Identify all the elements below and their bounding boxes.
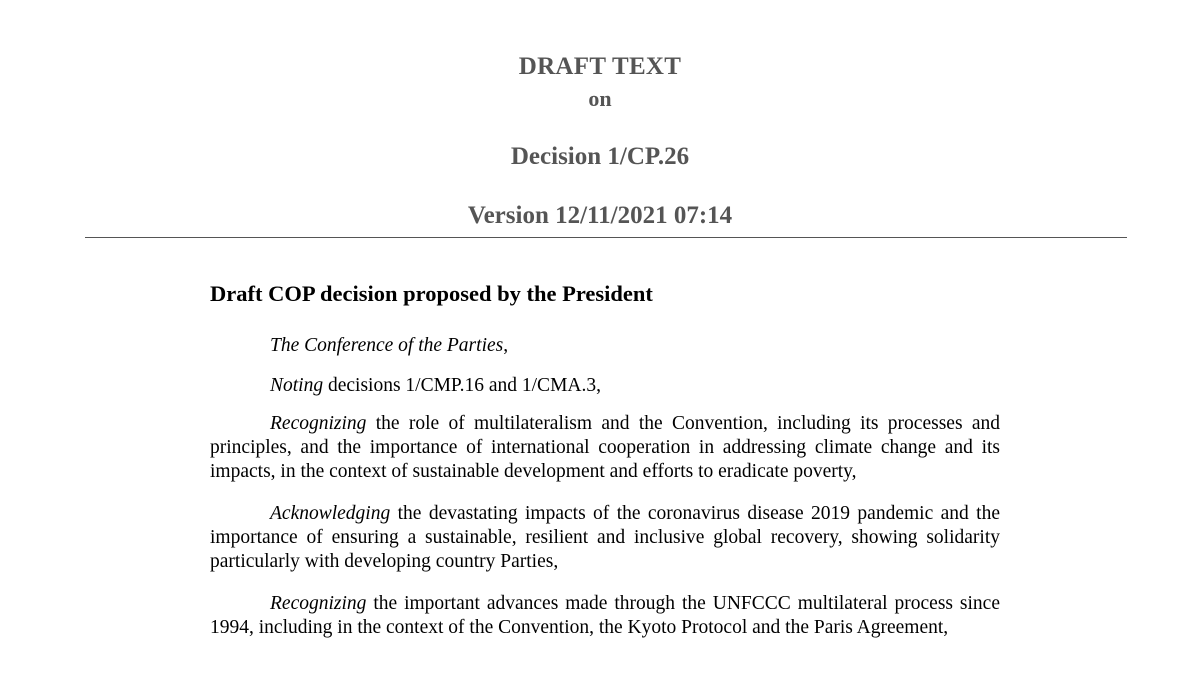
decision-number: Decision 1/CP.26	[510, 143, 690, 170]
document-title: Draft COP decision proposed by the President	[210, 281, 653, 306]
paragraph-text: the devastating impacts of the coronavirus disease 2019 pandemic and the importance of ensuring a sustainable, resilient and inclusive global recovery, showing solidarity particularly with developing country Parties,	[210, 503, 1000, 572]
paragraph-noting	[210, 374, 1000, 398]
version-stamp: Version 12/11/2021 07:14	[467, 202, 733, 229]
on-label: on	[588, 86, 612, 111]
paragraph-lead: The Conference of the Parties	[270, 335, 504, 356]
paragraph-recognizing-advances	[210, 592, 1000, 640]
draft-text-label: DRAFT TEXT	[518, 53, 682, 80]
paragraph-conference	[210, 334, 1000, 358]
header-divider	[85, 237, 1127, 238]
paragraph-text: decisions 1/CMP.16 and 1/CMA.3,	[323, 375, 601, 396]
paragraph-text: ,	[503, 335, 509, 356]
paragraph-lead: Acknowledging	[270, 503, 391, 524]
paragraph-recognizing-multilateralism	[210, 412, 1000, 484]
paragraph-lead: Noting	[270, 375, 324, 396]
paragraph-text: the important advances made through the UNFCCC multilateral process since 1994, including in the context of the Convention, the Kyoto Protocol and the Paris Agreement,	[210, 593, 1000, 638]
paragraph-acknowledging-pandemic	[210, 502, 1000, 574]
paragraph-lead: Recognizing	[270, 413, 367, 434]
paragraph-lead: Recognizing	[270, 593, 367, 614]
paragraph-text: the role of multilateralism and the Convention, including its processes and principles, and the importance of international cooperation in addressing climate change and its impacts, in the context of sustainable development and efforts to eradicate poverty,	[210, 413, 1000, 482]
